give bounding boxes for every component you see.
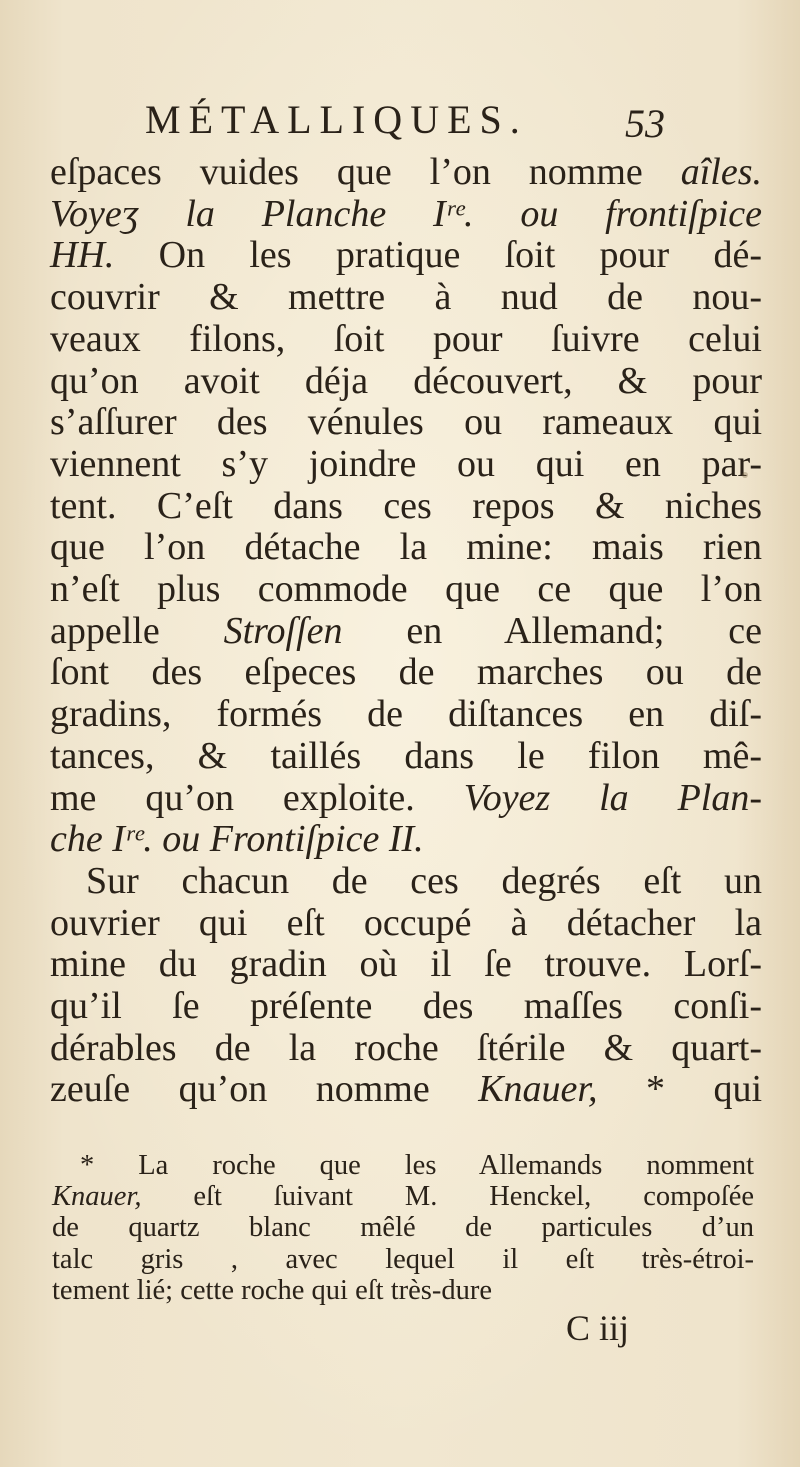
text-run: ſont des eſpeces de marches ou de bbox=[50, 651, 762, 694]
text-line bbox=[50, 361, 762, 403]
text-run: eſpaces vuides que l’on nomme bbox=[50, 151, 681, 193]
text-run: de quartz blanc mêlé de particules d’un bbox=[52, 1212, 754, 1244]
text-line bbox=[50, 569, 762, 611]
main-text bbox=[50, 152, 762, 1111]
text-run: tement lié; cette roche qui eſt très-dure bbox=[52, 1274, 492, 1306]
running-head: MÉTALLIQUES. bbox=[145, 97, 528, 142]
text-line bbox=[50, 986, 762, 1028]
italic-text: HH. bbox=[50, 234, 115, 277]
text-run: viennent s’y joindre ou qui en par- bbox=[50, 442, 762, 485]
footnote-line bbox=[52, 1275, 754, 1306]
text-line bbox=[50, 444, 762, 486]
text-run: zeuſe qu’on nomme bbox=[50, 1068, 479, 1111]
footnote-line bbox=[52, 1212, 754, 1243]
text-run: tent. C’eſt dans ces repos & niches bbox=[50, 484, 762, 527]
text-line bbox=[50, 1069, 762, 1111]
text-line bbox=[50, 527, 762, 569]
text-line bbox=[50, 277, 762, 319]
text-run: veaux filons, ſoit pour ſuivre celui bbox=[50, 317, 762, 360]
italic-text: Stroſſen bbox=[223, 609, 343, 652]
text-line bbox=[50, 611, 762, 653]
page-header bbox=[145, 96, 665, 156]
text-run: On les pratique ſoit pour dé- bbox=[114, 234, 762, 277]
text-run: gradins, formés de diſtances en diſ- bbox=[50, 693, 762, 736]
text-line bbox=[50, 819, 762, 861]
text-line bbox=[50, 194, 762, 236]
page-number: 53 bbox=[625, 101, 665, 146]
italic-text: Knauer, bbox=[478, 1068, 598, 1111]
text-run: appelle bbox=[50, 609, 224, 652]
text-line bbox=[50, 486, 762, 528]
footnote-line bbox=[52, 1244, 754, 1275]
text-run: Sur chacun de ces degrés eſt un bbox=[86, 859, 762, 902]
text-run: n’eſt plus commode que ce que l’on bbox=[50, 568, 762, 611]
text-run: talc gris , avec lequel il eſt très-étroi- bbox=[52, 1243, 754, 1275]
text-run: * qui bbox=[597, 1068, 762, 1111]
text-run: qu’il ſe préſente des maſſes conſi- bbox=[50, 985, 762, 1028]
text-run: qu’on avoit déja découvert, & pour bbox=[50, 359, 762, 402]
text-run: mine du gradin où il ſe trouve. Lorſ- bbox=[50, 943, 762, 986]
paper-speck bbox=[742, 472, 748, 478]
italic-text: aîles. bbox=[680, 151, 762, 193]
italic-text: Knauer, bbox=[52, 1181, 142, 1213]
italic-text: che Iʳᵉ. ou Frontiſpice II. bbox=[50, 818, 424, 861]
text-line bbox=[50, 319, 762, 361]
text-line bbox=[50, 1028, 762, 1070]
text-line bbox=[50, 903, 762, 945]
text-run: eſt ſuivant M. Henckel, compoſée bbox=[141, 1181, 754, 1213]
text-line bbox=[50, 736, 762, 778]
text-run: * La roche que les Allemands nomment bbox=[80, 1150, 754, 1181]
text-line bbox=[50, 694, 762, 736]
footnote-line bbox=[52, 1181, 754, 1212]
text-run: ouvrier qui eſt occupé à détacher la bbox=[50, 901, 762, 944]
text-line bbox=[50, 944, 762, 986]
text-run: tances, & taillés dans le filon mê- bbox=[50, 734, 762, 777]
text-line bbox=[50, 652, 762, 694]
text-run: dérables de la roche ſtérile & quart- bbox=[50, 1026, 762, 1069]
signature-mark: C iij bbox=[566, 1308, 630, 1348]
footnote bbox=[52, 1150, 754, 1306]
text-line bbox=[50, 778, 762, 820]
italic-text: Voyeʒ la Planche Iʳᵉ. ou frontiſpice bbox=[50, 192, 762, 235]
text-line bbox=[50, 402, 762, 444]
text-run: s’aſſurer des vénules ou rameaux qui bbox=[50, 401, 762, 444]
text-run: en Allemand; ce bbox=[342, 609, 762, 652]
text-run: me qu’on exploite. bbox=[50, 776, 464, 819]
text-line bbox=[50, 861, 762, 903]
text-run: que l’on détache la mine: mais rien bbox=[50, 526, 762, 569]
text-line bbox=[50, 235, 762, 277]
footnote-line bbox=[52, 1150, 754, 1181]
italic-text: Voyez la Plan- bbox=[463, 776, 762, 819]
text-line bbox=[50, 152, 762, 194]
text-run: couvrir & mettre à nud de nou- bbox=[50, 276, 762, 319]
